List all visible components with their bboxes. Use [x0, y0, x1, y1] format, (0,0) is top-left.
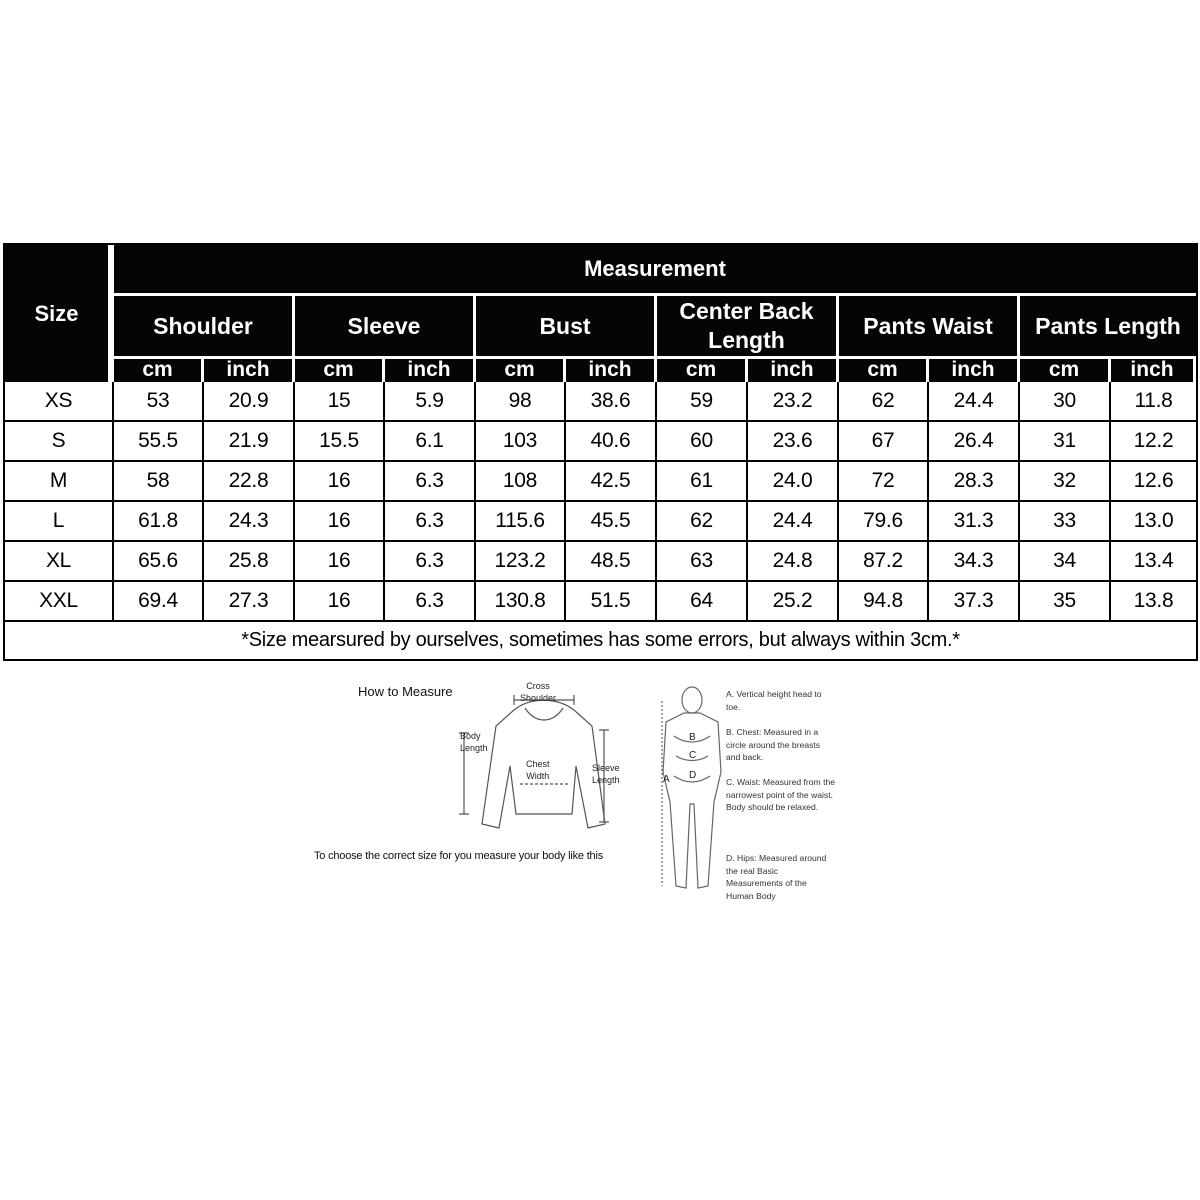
measurement-cell: 22.8	[204, 462, 295, 502]
measurement-cell: 79.6	[839, 502, 929, 542]
column-group-header: Pants Length	[1020, 296, 1196, 356]
size-chart-table	[3, 243, 1198, 661]
column-group-header: Pants Waist	[839, 296, 1017, 356]
measurement-cell: 12.2	[1111, 422, 1196, 462]
measurement-cell: 24.8	[748, 542, 839, 582]
size-label-cell: S	[5, 422, 114, 462]
measurement-cell: 16	[295, 502, 385, 542]
measurement-cell: 108	[476, 462, 566, 502]
guide-caption: To choose the correct size for you measure your body like this	[314, 850, 604, 862]
measurement-guide	[300, 676, 860, 906]
measurement-cell: 34.3	[929, 542, 1020, 582]
measurement-cell: 6.1	[385, 422, 476, 462]
measurement-cell: 25.2	[748, 582, 839, 622]
chest-width-label: Chest Width	[526, 759, 550, 781]
column-group-header: Center Back Length	[657, 296, 836, 356]
measurement-cell: 87.2	[839, 542, 929, 582]
measurement-cell: 16	[295, 542, 385, 582]
unit-header-cm: cm	[114, 359, 201, 382]
measurement-cell: 16	[295, 462, 385, 502]
measurement-cell: 13.0	[1111, 502, 1196, 542]
size-label-cell: L	[5, 502, 114, 542]
size-label-cell: XL	[5, 542, 114, 582]
unit-header-cm: cm	[295, 359, 382, 382]
measurement-cell: 33	[1020, 502, 1111, 542]
measurement-cell: 31	[1020, 422, 1111, 462]
measurement-cell: 6.3	[385, 582, 476, 622]
measurement-cell: 103	[476, 422, 566, 462]
unit-header-inch: inch	[204, 359, 292, 382]
unit-header-inch: inch	[929, 359, 1017, 382]
measurement-cell: 69.4	[114, 582, 204, 622]
size-note: *Size mearsured by ourselves, sometimes has some errors, but always within 3cm.*	[241, 629, 960, 651]
measurement-cell: 98	[476, 382, 566, 422]
body-length-label: Body Length	[460, 731, 488, 753]
measurement-cell: 115.6	[476, 502, 566, 542]
measurement-cell: 28.3	[929, 462, 1020, 502]
definition-a: A. Vertical height head to toe.	[726, 689, 822, 712]
measurement-cell: 23.2	[748, 382, 839, 422]
measurement-cell: 5.9	[385, 382, 476, 422]
measurement-cell: 55.5	[114, 422, 204, 462]
size-label-cell: M	[5, 462, 114, 502]
measurement-cell: 15.5	[295, 422, 385, 462]
body-letter-d: D	[689, 770, 697, 781]
unit-header-cm: cm	[1020, 359, 1108, 382]
measurement-cell: 32	[1020, 462, 1111, 502]
body-letter-b: B	[689, 732, 696, 743]
measurement-cell: 24.3	[204, 502, 295, 542]
measurement-cell: 30	[1020, 382, 1111, 422]
size-label-cell: XXL	[5, 582, 114, 622]
measurement-cell: 26.4	[929, 422, 1020, 462]
measurement-cell: 51.5	[566, 582, 657, 622]
measurement-cell: 6.3	[385, 542, 476, 582]
size-label-cell: XS	[5, 382, 114, 422]
body-letter-c: C	[689, 750, 697, 761]
measurement-cell: 94.8	[839, 582, 929, 622]
measurement-cell: 65.6	[114, 542, 204, 582]
unit-header-inch: inch	[748, 359, 836, 382]
measurement-cell: 38.6	[566, 382, 657, 422]
measurement-cell: 11.8	[1111, 382, 1196, 422]
measurement-cell: 34	[1020, 542, 1111, 582]
measurement-cell: 31.3	[929, 502, 1020, 542]
column-group-header: Bust	[476, 296, 654, 356]
measurement-cell: 16	[295, 582, 385, 622]
measurement-cell: 6.3	[385, 502, 476, 542]
measurement-cell: 15	[295, 382, 385, 422]
measurement-cell: 53	[114, 382, 204, 422]
unit-header-cm: cm	[839, 359, 926, 382]
measurement-cell: 58	[114, 462, 204, 502]
measurement-cell: 24.4	[929, 382, 1020, 422]
measurement-cell: 61.8	[114, 502, 204, 542]
measurement-cell: 6.3	[385, 462, 476, 502]
measurement-cell: 62	[657, 502, 748, 542]
measurement-cell: 48.5	[566, 542, 657, 582]
measurement-cell: 13.4	[1111, 542, 1196, 582]
measurement-cell: 13.8	[1111, 582, 1196, 622]
definition-d: D. Hips: Measured around the real Basic Measurements of the Human Body	[726, 853, 827, 901]
unit-header-inch: inch	[385, 359, 473, 382]
sleeve-length-label: Sleeve Length	[592, 763, 620, 785]
measurement-cell: 25.8	[204, 542, 295, 582]
unit-header-inch: inch	[566, 359, 654, 382]
cross-shoulder-label: Cross Shoulder	[520, 681, 557, 703]
measurement-cell: 72	[839, 462, 929, 502]
measurement-cell: 35	[1020, 582, 1111, 622]
size-column-header: Size	[5, 245, 111, 382]
measurement-cell: 27.3	[204, 582, 295, 622]
measurement-cell: 45.5	[566, 502, 657, 542]
column-group-header: Shoulder	[114, 296, 292, 356]
unit-header-inch: inch	[1111, 359, 1193, 382]
measurement-cell: 62	[839, 382, 929, 422]
definition-b: B. Chest: Measured in a circle around the breasts and back.	[726, 727, 821, 762]
guide-title: How to Measure	[358, 684, 453, 699]
measurement-cell: 67	[839, 422, 929, 462]
definition-c: C. Waist: Measured from the narrowest point of the waist. Body should be relaxed.	[726, 777, 836, 812]
unit-header-cm: cm	[476, 359, 563, 382]
measurement-cell: 12.6	[1111, 462, 1196, 502]
measurement-cell: 42.5	[566, 462, 657, 502]
measurement-cell: 59	[657, 382, 748, 422]
measurement-cell: 40.6	[566, 422, 657, 462]
measurement-cell: 61	[657, 462, 748, 502]
measurement-cell: 24.0	[748, 462, 839, 502]
measurement-cell: 23.6	[748, 422, 839, 462]
body-diagram	[662, 687, 721, 888]
unit-header-cm: cm	[657, 359, 745, 382]
measurement-cell: 64	[657, 582, 748, 622]
measurement-title: Measurement	[114, 245, 1196, 293]
body-letter-a: A	[663, 774, 670, 785]
measurement-cell: 24.4	[748, 502, 839, 542]
column-group-header: Sleeve	[295, 296, 473, 356]
measurement-cell: 20.9	[204, 382, 295, 422]
measurement-cell: 60	[657, 422, 748, 462]
measurement-cell: 123.2	[476, 542, 566, 582]
measurement-cell: 21.9	[204, 422, 295, 462]
measurement-cell: 63	[657, 542, 748, 582]
measurement-cell: 130.8	[476, 582, 566, 622]
measurement-cell: 37.3	[929, 582, 1020, 622]
